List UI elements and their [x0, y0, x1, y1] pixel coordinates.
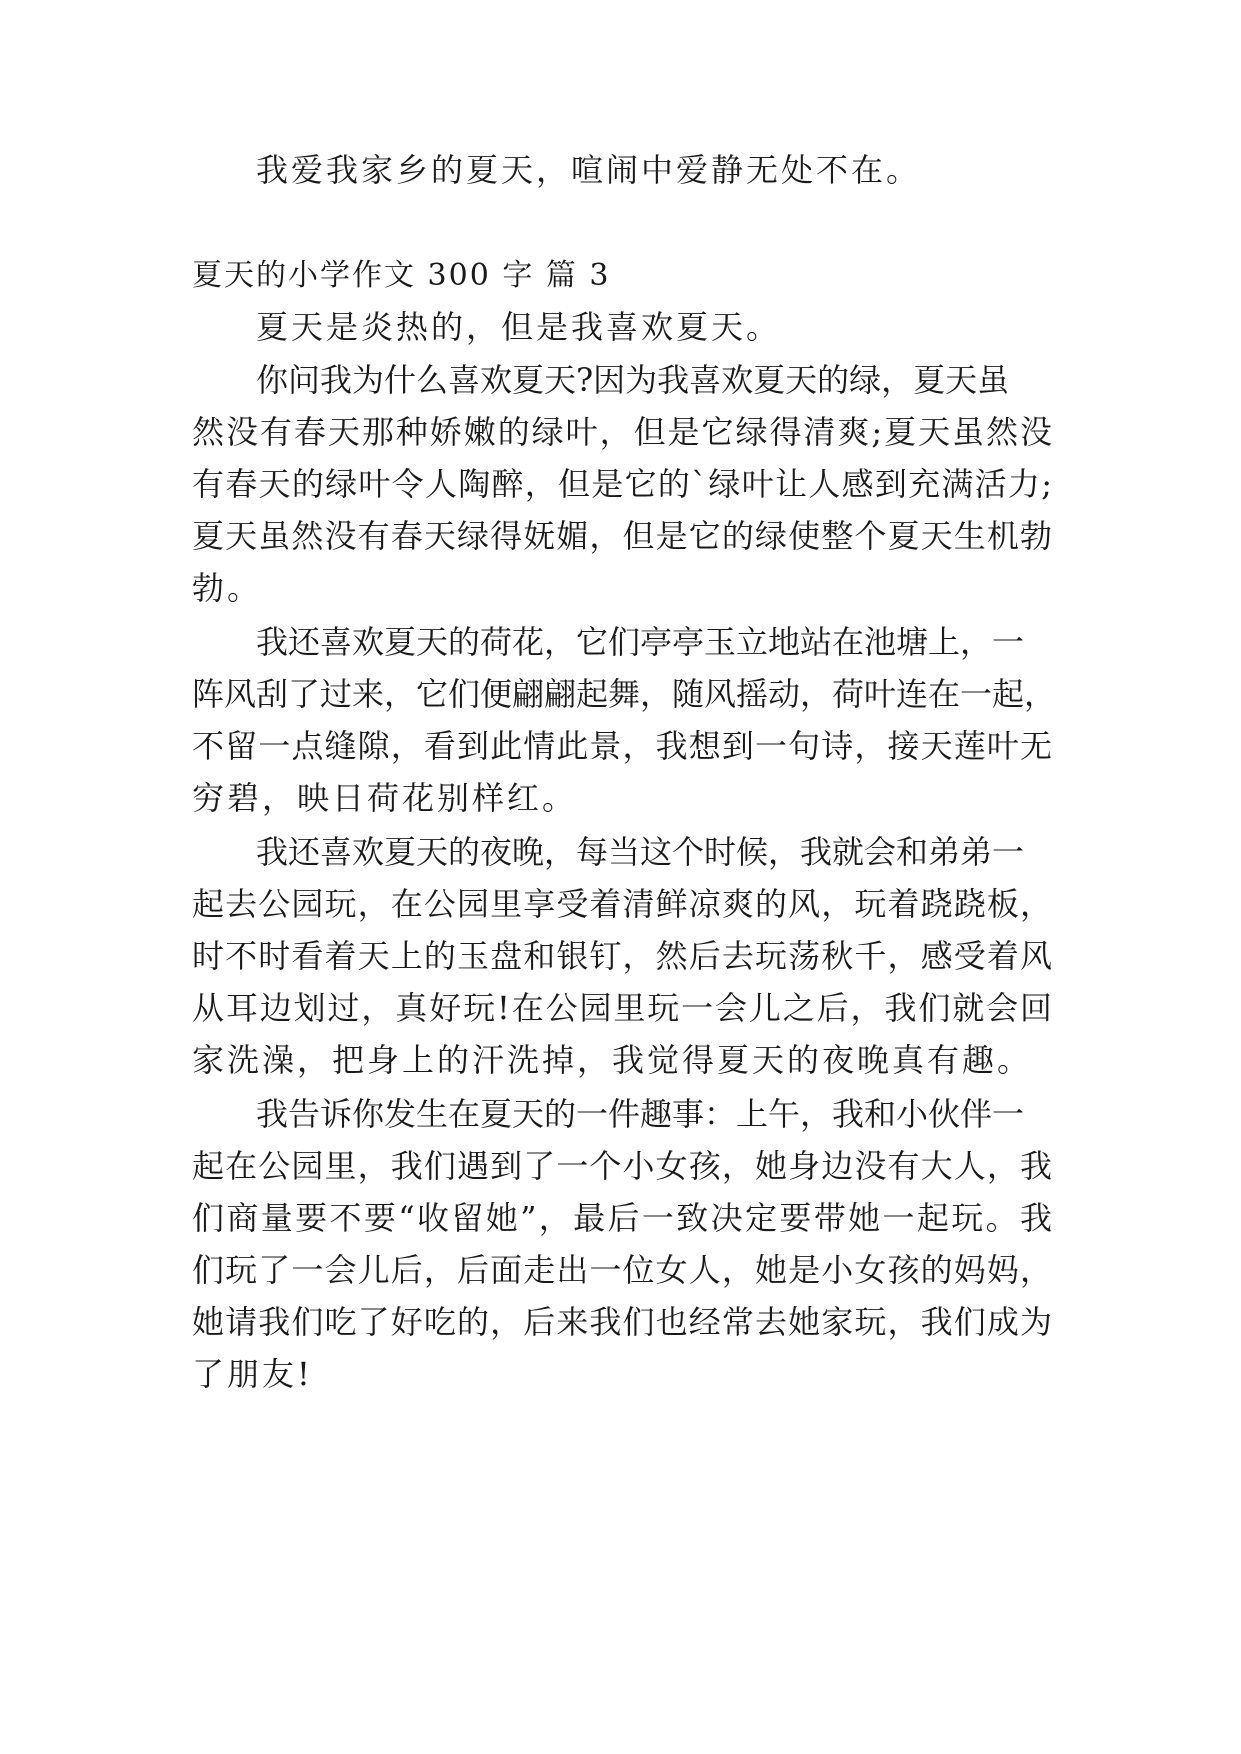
paragraph-line: 不留一点缝隙，看到此情此景，我想到一句诗，接天莲叶无 [192, 727, 1052, 765]
section-title: 夏天的小学作文 300 字 篇 3 [192, 258, 611, 293]
paragraph-line: 家洗澡，把身上的汗洗掉，我觉得夏天的夜晚真有趣。 [192, 1041, 1033, 1079]
closing-paragraph: 我爱我家乡的夏天，喧闹中爱静无处不在。 [256, 151, 922, 189]
paragraph-line: 勃。 [192, 569, 263, 607]
paragraph-line: 夏天是炎热的，但是我喜欢夏天。 [256, 308, 782, 346]
paragraph-line: 阵风刮了过来，它们便翩翩起舞，随风摇动，荷叶连在一起， [192, 675, 1057, 713]
paragraph-line: 时不时看着天上的玉盘和银钉，然后去玩荡秋千，感受着风 [192, 937, 1052, 975]
paragraph-line: 她请我们吃了好吃的，后来我们也经常去她家玩，我们成为 [192, 1303, 1052, 1341]
paragraph-line: 起在公园里，我们遇到了一个小女孩，她身边没有大人，我 [192, 1147, 1052, 1185]
paragraph-line: 我告诉你发生在夏天的一件趣事：上午，我和小伙伴一 [256, 1095, 1025, 1133]
paragraph-line: 我还喜欢夏天的荷花，它们亭亭玉立地站在池塘上，一 [256, 623, 1025, 661]
paragraph-line: 你问我为什么喜欢夏天?因为我喜欢夏天的绿，夏天虽 [256, 361, 1010, 399]
paragraph-line: 起去公园玩，在公园里享受着清鲜凉爽的风，玩着跷跷板， [192, 885, 1052, 923]
paragraph-line: 穷碧，映日荷花别样红。 [192, 779, 578, 817]
paragraph-line: 们商量要不要“收留她”，最后一致决定要带她一起玩。我 [192, 1199, 1052, 1237]
paragraph-line: 夏天虽然没有春天绿得妩媚，但是它的绿使整个夏天生机勃 [192, 517, 1052, 555]
paragraph-line: 然没有春天那种娇嫩的绿叶，但是它绿得清爽;夏天虽然没 [192, 413, 1052, 451]
paragraph-line: 我还喜欢夏天的夜晚，每当这个时候，我就会和弟弟一 [256, 833, 1025, 871]
paragraph-line: 们玩了一会儿后，后面走出一位女人，她是小女孩的妈妈， [192, 1251, 1052, 1289]
paragraph-line: 了朋友! [192, 1355, 313, 1393]
paragraph-line: 从耳边划过，真好玩!在公园里玩一会儿之后，我们就会回 [192, 989, 1052, 1027]
paragraph-line: 有春天的绿叶令人陶醉，但是它的`绿叶让人感到充满活力; [192, 465, 1052, 503]
